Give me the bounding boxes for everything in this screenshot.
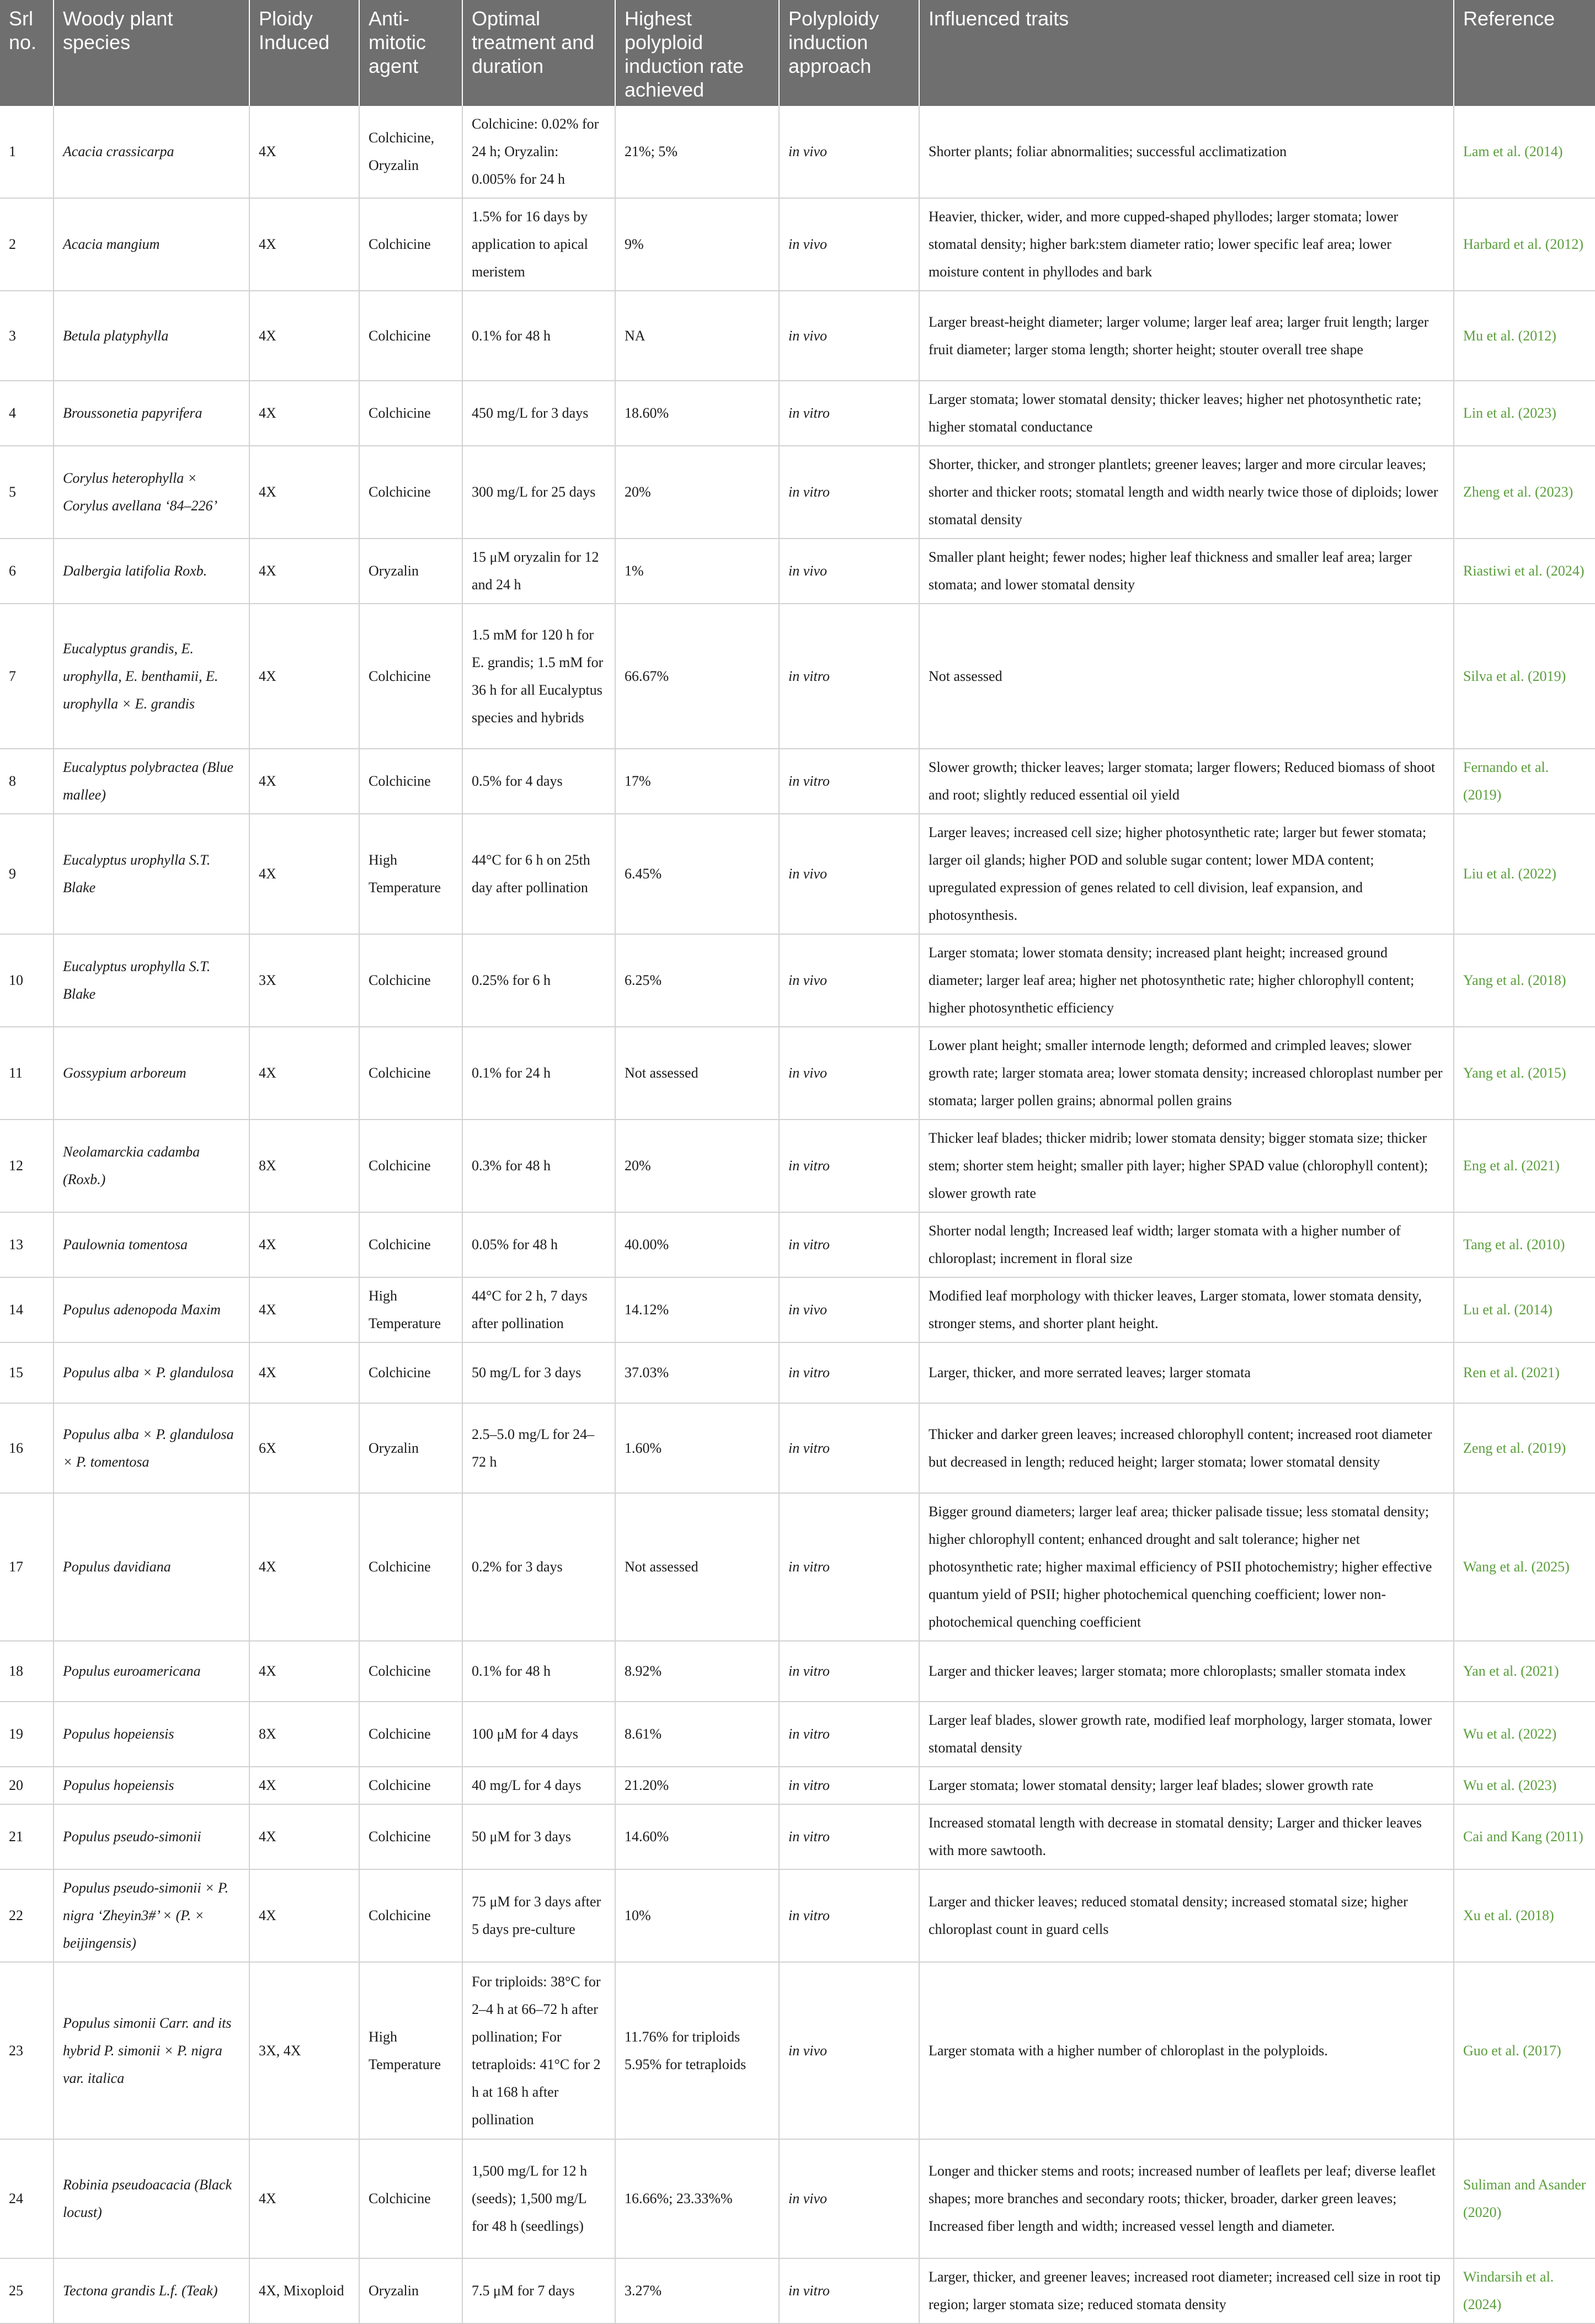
header-traits: Influenced traits: [919, 0, 1454, 106]
cell-reference[interactable]: Lu et al. (2014): [1454, 1277, 1595, 1342]
cell-traits: Longer and thicker stems and roots; increased number of leaflets per leaf; diverse leaflet shapes; more branches and secondary roots; thicker, broader, darker green leaves; Increased fiber length and width; increased vessel length and diameter.: [919, 2139, 1454, 2258]
cell-rate: 14.12%: [615, 1277, 779, 1342]
cell-approach: in vitro: [779, 1120, 919, 1212]
cell-ploidy: 8X: [249, 1702, 359, 1767]
cell-approach: in vivo: [779, 1277, 919, 1342]
cell-srl: 24: [0, 2139, 54, 2258]
cell-ploidy: 4X: [249, 291, 359, 381]
cell-rate: 66.67%: [615, 604, 779, 749]
cell-traits: Thicker leaf blades; thicker midrib; lower stomata density; bigger stomata size; thicker stem; shorter stem height; smaller pith layer; higher SPAD value (chlorophyll content); slower growth rate: [919, 1120, 1454, 1212]
cell-ploidy: 3X, 4X: [249, 1962, 359, 2139]
cell-rate: 20%: [615, 446, 779, 539]
table-row: [0, 539, 1595, 604]
cell-approach: in vivo: [779, 291, 919, 381]
cell-agent: Colchicine: [359, 1702, 462, 1767]
cell-treatment: 0.3% for 48 h: [462, 1120, 615, 1212]
cell-reference[interactable]: Wu et al. (2023): [1454, 1767, 1595, 1804]
cell-ploidy: 4X: [249, 106, 359, 198]
cell-ploidy: 4X: [249, 381, 359, 446]
cell-approach: in vitro: [779, 1641, 919, 1702]
table-row: [0, 1027, 1595, 1120]
cell-reference[interactable]: Ren et al. (2021): [1454, 1342, 1595, 1403]
cell-rate: 1%: [615, 539, 779, 604]
cell-species: Paulownia tomentosa: [54, 1212, 249, 1277]
cell-srl: 15: [0, 1342, 54, 1403]
cell-rate: 37.03%: [615, 1342, 779, 1403]
cell-species: Populus alba × P. glandulosa × P. tomentosa: [54, 1403, 249, 1493]
cell-ploidy: 4X: [249, 1212, 359, 1277]
cell-srl: 17: [0, 1493, 54, 1641]
cell-srl: 13: [0, 1212, 54, 1277]
cell-approach: in vitro: [779, 381, 919, 446]
header-rate: Highest polyploid induction rate achieved: [615, 0, 779, 106]
cell-rate: 21.20%: [615, 1767, 779, 1804]
cell-treatment: 44°C for 2 h, 7 days after pollination: [462, 1277, 615, 1342]
cell-reference[interactable]: Yang et al. (2015): [1454, 1027, 1595, 1120]
cell-treatment: 50 mg/L for 3 days: [462, 1342, 615, 1403]
cell-traits: Heavier, thicker, wider, and more cupped-shaped phyllodes; larger stomata; lower stomatal density; higher bark:stem diameter ratio; lower specific leaf area; lower moisture content in phyllodes and bark: [919, 198, 1454, 291]
cell-reference[interactable]: Lin et al. (2023): [1454, 381, 1595, 446]
cell-reference[interactable]: Zeng et al. (2019): [1454, 1403, 1595, 1493]
cell-traits: Larger stomata; lower stomatal density; larger leaf blades; slower growth rate: [919, 1767, 1454, 1804]
cell-treatment: 7.5 μM for 7 days: [462, 2258, 615, 2323]
cell-treatment: 1.5 mM for 120 h for E. grandis; 1.5 mM for 36 h for all Eucalyptus species and hybrids: [462, 604, 615, 749]
cell-ploidy: 4X: [249, 198, 359, 291]
table-row: [0, 1212, 1595, 1277]
table-row: [0, 198, 1595, 291]
header-srl: Srl no.: [0, 0, 54, 106]
cell-reference[interactable]: Wang et al. (2025): [1454, 1493, 1595, 1641]
cell-agent: Colchicine: [359, 749, 462, 814]
cell-agent: Colchicine: [359, 1804, 462, 1869]
cell-ploidy: 4X: [249, 1342, 359, 1403]
cell-species: Acacia mangium: [54, 198, 249, 291]
cell-reference[interactable]: Mu et al. (2012): [1454, 291, 1595, 381]
cell-approach: in vivo: [779, 1962, 919, 2139]
cell-species: Eucalyptus polybractea (Blue mallee): [54, 749, 249, 814]
cell-agent: High Temperature: [359, 1277, 462, 1342]
table-row: [0, 1804, 1595, 1869]
cell-traits: Shorter, thicker, and stronger plantlets; greener leaves; larger and more circular leaves; shorter and thicker roots; stomatal length and width nearly twice those of diploids; lower stomatal density: [919, 446, 1454, 539]
cell-rate: Not assessed: [615, 1493, 779, 1641]
cell-species: Robinia pseudoacacia (Black locust): [54, 2139, 249, 2258]
header-row: [0, 0, 1595, 106]
cell-treatment: 0.05% for 48 h: [462, 1212, 615, 1277]
cell-treatment: For triploids: 38°C for 2–4 h at 66–72 h after pollination; For tetraploids: 41°C for 2 h at 168 h after pollination: [462, 1962, 615, 2139]
cell-srl: 7: [0, 604, 54, 749]
cell-rate: 11.76% for triploids 5.95% for tetraploids: [615, 1962, 779, 2139]
cell-ploidy: 4X: [249, 2139, 359, 2258]
cell-approach: in vitro: [779, 1869, 919, 1962]
cell-srl: 10: [0, 934, 54, 1027]
cell-agent: Oryzalin: [359, 539, 462, 604]
cell-treatment: 75 μM for 3 days after 5 days pre-culture: [462, 1869, 615, 1962]
cell-rate: 10%: [615, 1869, 779, 1962]
header-approach: Polyploidy induction approach: [779, 0, 919, 106]
header-treatment: Optimal treatment and duration: [462, 0, 615, 106]
cell-reference[interactable]: Tang et al. (2010): [1454, 1212, 1595, 1277]
cell-rate: 8.61%: [615, 1702, 779, 1767]
cell-srl: 8: [0, 749, 54, 814]
cell-reference[interactable]: Eng et al. (2021): [1454, 1120, 1595, 1212]
table-row: [0, 1277, 1595, 1342]
cell-treatment: 1,500 mg/L for 12 h (seeds); 1,500 mg/L for 48 h (seedlings): [462, 2139, 615, 2258]
table-row: [0, 1962, 1595, 2139]
cell-treatment: 40 mg/L for 4 days: [462, 1767, 615, 1804]
cell-srl: 3: [0, 291, 54, 381]
cell-agent: Oryzalin: [359, 2258, 462, 2323]
cell-srl: 16: [0, 1403, 54, 1493]
cell-ploidy: 8X: [249, 1120, 359, 1212]
cell-agent: Oryzalin: [359, 1403, 462, 1493]
cell-approach: in vitro: [779, 446, 919, 539]
header-ploidy: Ploidy Induced: [249, 0, 359, 106]
cell-agent: Colchicine: [359, 446, 462, 539]
cell-ploidy: 4X: [249, 1804, 359, 1869]
cell-rate: 9%: [615, 198, 779, 291]
cell-ploidy: 4X: [249, 1767, 359, 1804]
cell-treatment: 50 μM for 3 days: [462, 1804, 615, 1869]
cell-species: Eucalyptus grandis, E. urophylla, E. benthamii, E. urophylla × E. grandis: [54, 604, 249, 749]
cell-approach: in vitro: [779, 1493, 919, 1641]
cell-traits: Larger, thicker, and greener leaves; increased root diameter; increased cell size in root tip region; larger stomata size; reduced stomata density: [919, 2258, 1454, 2323]
cell-approach: in vitro: [779, 749, 919, 814]
cell-traits: Larger stomata; lower stomata density; increased plant height; increased ground diameter; larger leaf area; higher net photosynthetic rate; higher chlorophyll content; higher photosynthetic efficiency: [919, 934, 1454, 1027]
cell-traits: Larger leaves; increased cell size; higher photosynthetic rate; larger but fewer stomata; larger oil glands; higher POD and soluble sugar content; lower MDA content; upregulated expression of genes related to cell division, leaf expansion, and photosynthesis.: [919, 814, 1454, 934]
cell-srl: 21: [0, 1804, 54, 1869]
cell-srl: 18: [0, 1641, 54, 1702]
table-row: [0, 1403, 1595, 1493]
cell-ploidy: 4X: [249, 604, 359, 749]
cell-species: Populus adenopoda Maxim: [54, 1277, 249, 1342]
table-row: [0, 381, 1595, 446]
cell-approach: in vitro: [779, 1702, 919, 1767]
cell-traits: Larger and thicker leaves; reduced stomatal density; increased stomatal size; higher chloroplast count in guard cells: [919, 1869, 1454, 1962]
cell-traits: Larger stomata with a higher number of chloroplast in the polyploids.: [919, 1962, 1454, 2139]
cell-traits: Increased stomatal length with decrease in stomatal density; Larger and thicker leaves with more sawtooth.: [919, 1804, 1454, 1869]
cell-traits: Modified leaf morphology with thicker leaves, Larger stomata, lower stomata density, stronger stems, and shorter plant height.: [919, 1277, 1454, 1342]
cell-traits: Smaller plant height; fewer nodes; higher leaf thickness and smaller leaf area; larger stomata; and lower stomatal density: [919, 539, 1454, 604]
header-reference: Reference: [1454, 0, 1595, 106]
cell-approach: in vitro: [779, 604, 919, 749]
cell-reference[interactable]: Windarsih et al. (2024): [1454, 2258, 1595, 2323]
cell-reference[interactable]: Guo et al. (2017): [1454, 1962, 1595, 2139]
cell-srl: 22: [0, 1869, 54, 1962]
cell-approach: in vitro: [779, 1804, 919, 1869]
cell-approach: in vivo: [779, 2139, 919, 2258]
table-row: [0, 814, 1595, 934]
cell-species: Populus pseudo-simonii: [54, 1804, 249, 1869]
cell-agent: Colchicine: [359, 1120, 462, 1212]
cell-rate: 6.45%: [615, 814, 779, 934]
cell-srl: 23: [0, 1962, 54, 2139]
cell-treatment: 1.5% for 16 days by application to apical meristem: [462, 198, 615, 291]
table-row: [0, 446, 1595, 539]
cell-rate: 21%; 5%: [615, 106, 779, 198]
table-row: [0, 1120, 1595, 1212]
cell-rate: 8.92%: [615, 1641, 779, 1702]
cell-ploidy: 4X, Mixoploid: [249, 2258, 359, 2323]
cell-approach: in vitro: [779, 1212, 919, 1277]
header-species: Woody plant species: [54, 0, 249, 106]
cell-rate: 16.66%; 23.33%%: [615, 2139, 779, 2258]
cell-species: Betula platyphylla: [54, 291, 249, 381]
cell-ploidy: 4X: [249, 1641, 359, 1702]
cell-treatment: 44°C for 6 h on 25th day after pollination: [462, 814, 615, 934]
table-row: [0, 2258, 1595, 2323]
cell-agent: Colchicine: [359, 1641, 462, 1702]
cell-ploidy: 4X: [249, 1027, 359, 1120]
table-header: [0, 0, 1595, 106]
cell-treatment: Colchicine: 0.02% for 24 h; Oryzalin: 0.005% for 24 h: [462, 106, 615, 198]
cell-reference[interactable]: Liu et al. (2022): [1454, 814, 1595, 934]
cell-srl: 9: [0, 814, 54, 934]
cell-treatment: 0.1% for 24 h: [462, 1027, 615, 1120]
cell-srl: 1: [0, 106, 54, 198]
cell-srl: 11: [0, 1027, 54, 1120]
cell-srl: 19: [0, 1702, 54, 1767]
cell-approach: in vitro: [779, 2258, 919, 2323]
cell-reference[interactable]: Yan et al. (2021): [1454, 1641, 1595, 1702]
cell-traits: Larger and thicker leaves; larger stomata; more chloroplasts; smaller stomata index: [919, 1641, 1454, 1702]
cell-ploidy: 4X: [249, 1869, 359, 1962]
cell-approach: in vivo: [779, 198, 919, 291]
cell-treatment: 2.5–5.0 mg/L for 24–72 h: [462, 1403, 615, 1493]
cell-agent: Colchicine: [359, 1493, 462, 1641]
cell-rate: 17%: [615, 749, 779, 814]
cell-species: Broussonetia papyrifera: [54, 381, 249, 446]
cell-rate: 20%: [615, 1120, 779, 1212]
cell-traits: Shorter nodal length; Increased leaf width; larger stomata with a higher number of chloroplast; increment in floral size: [919, 1212, 1454, 1277]
cell-reference[interactable]: Yang et al. (2018): [1454, 934, 1595, 1027]
cell-approach: in vivo: [779, 539, 919, 604]
cell-ploidy: 6X: [249, 1403, 359, 1493]
cell-srl: 4: [0, 381, 54, 446]
cell-treatment: 0.2% for 3 days: [462, 1493, 615, 1641]
cell-rate: 18.60%: [615, 381, 779, 446]
cell-agent: Colchicine: [359, 381, 462, 446]
cell-ploidy: 4X: [249, 1277, 359, 1342]
cell-agent: High Temperature: [359, 814, 462, 934]
cell-approach: in vitro: [779, 1342, 919, 1403]
table-row: [0, 749, 1595, 814]
table-row: [0, 1342, 1595, 1403]
cell-treatment: 0.1% for 48 h: [462, 291, 615, 381]
cell-approach: in vitro: [779, 1403, 919, 1493]
cell-ploidy: 4X: [249, 539, 359, 604]
cell-approach: in vivo: [779, 934, 919, 1027]
cell-agent: High Temperature: [359, 1962, 462, 2139]
cell-species: Populus euroamericana: [54, 1641, 249, 1702]
cell-agent: Colchicine: [359, 604, 462, 749]
cell-species: Gossypium arboreum: [54, 1027, 249, 1120]
table-row: [0, 1493, 1595, 1641]
cell-ploidy: 3X: [249, 934, 359, 1027]
table-row: [0, 1767, 1595, 1804]
cell-rate: 40.00%: [615, 1212, 779, 1277]
cell-species: Acacia crassicarpa: [54, 106, 249, 198]
cell-traits: Slower growth; thicker leaves; larger stomata; larger flowers; Reduced biomass of shoot and root; slightly reduced essential oil yield: [919, 749, 1454, 814]
cell-agent: Colchicine: [359, 1869, 462, 1962]
cell-reference[interactable]: Xu et al. (2018): [1454, 1869, 1595, 1962]
cell-agent: Colchicine: [359, 1342, 462, 1403]
table-row: [0, 604, 1595, 749]
cell-reference[interactable]: Lam et al. (2014): [1454, 106, 1595, 198]
cell-treatment: 0.5% for 4 days: [462, 749, 615, 814]
cell-agent: Colchicine, Oryzalin: [359, 106, 462, 198]
cell-rate: 3.27%: [615, 2258, 779, 2323]
cell-species: Populus hopeiensis: [54, 1767, 249, 1804]
cell-reference[interactable]: Wu et al. (2022): [1454, 1702, 1595, 1767]
cell-traits: Thicker and darker green leaves; increased chlorophyll content; increased root diameter but decreased in length; reduced height; larger stomata; lower stomatal density: [919, 1403, 1454, 1493]
cell-srl: 2: [0, 198, 54, 291]
table-row: [0, 934, 1595, 1027]
table-row: [0, 1869, 1595, 1962]
cell-agent: Colchicine: [359, 1027, 462, 1120]
cell-ploidy: 4X: [249, 446, 359, 539]
cell-treatment: 15 μM oryzalin for 12 and 24 h: [462, 539, 615, 604]
cell-traits: Larger breast-height diameter; larger volume; larger leaf area; larger fruit length; larger fruit diameter; larger stoma length; shorter height; stouter overall tree shape: [919, 291, 1454, 381]
cell-agent: Colchicine: [359, 934, 462, 1027]
cell-agent: Colchicine: [359, 198, 462, 291]
cell-srl: 25: [0, 2258, 54, 2323]
table-row: [0, 291, 1595, 381]
cell-species: Tectona grandis L.f. (Teak): [54, 2258, 249, 2323]
cell-reference[interactable]: Silva et al. (2019): [1454, 604, 1595, 749]
cell-species: Corylus heterophylla × Corylus avellana ‘84–226’: [54, 446, 249, 539]
cell-agent: Colchicine: [359, 291, 462, 381]
cell-reference[interactable]: Zheng et al. (2023): [1454, 446, 1595, 539]
cell-approach: in vivo: [779, 1027, 919, 1120]
cell-rate: Not assessed: [615, 1027, 779, 1120]
cell-srl: 5: [0, 446, 54, 539]
cell-traits: Larger stomata; lower stomatal density; thicker leaves; higher net photosynthetic rate; higher stomatal conductance: [919, 381, 1454, 446]
cell-agent: Colchicine: [359, 2139, 462, 2258]
cell-rate: 1.60%: [615, 1403, 779, 1493]
cell-approach: in vivo: [779, 106, 919, 198]
cell-rate: 6.25%: [615, 934, 779, 1027]
cell-approach: in vivo: [779, 814, 919, 934]
cell-reference[interactable]: Cai and Kang (2011): [1454, 1804, 1595, 1869]
cell-ploidy: 4X: [249, 749, 359, 814]
cell-reference[interactable]: Riastiwi et al. (2024): [1454, 539, 1595, 604]
cell-traits: Larger leaf blades, slower growth rate, modified leaf morphology, larger stomata, lower stomatal density: [919, 1702, 1454, 1767]
cell-species: Neolamarckia cadamba (Roxb.): [54, 1120, 249, 1212]
header-agent: Anti-mitotic agent: [359, 0, 462, 106]
cell-traits: Shorter plants; foliar abnormalities; successful acclimatization: [919, 106, 1454, 198]
cell-rate: NA: [615, 291, 779, 381]
cell-reference[interactable]: Harbard et al. (2012): [1454, 198, 1595, 291]
table-row: [0, 2139, 1595, 2258]
table-row: [0, 1702, 1595, 1767]
cell-species: Eucalyptus urophylla S.T. Blake: [54, 814, 249, 934]
cell-treatment: 100 μM for 4 days: [462, 1702, 615, 1767]
cell-species: Populus pseudo-simonii × P. nigra ‘Zheyin3#’ × (P. × beijingensis): [54, 1869, 249, 1962]
table-row: [0, 1641, 1595, 1702]
table-row: [0, 106, 1595, 198]
cell-species: Populus davidiana: [54, 1493, 249, 1641]
cell-ploidy: 4X: [249, 1493, 359, 1641]
cell-traits: Not assessed: [919, 604, 1454, 749]
cell-reference[interactable]: Suliman and Asander (2020): [1454, 2139, 1595, 2258]
cell-agent: Colchicine: [359, 1212, 462, 1277]
cell-treatment: 450 mg/L for 3 days: [462, 381, 615, 446]
cell-species: Populus alba × P. glandulosa: [54, 1342, 249, 1403]
cell-species: Populus simonii Carr. and its hybrid P. simonii × P. nigra var. italica: [54, 1962, 249, 2139]
cell-srl: 20: [0, 1767, 54, 1804]
cell-agent: Colchicine: [359, 1767, 462, 1804]
cell-approach: in vitro: [779, 1767, 919, 1804]
cell-treatment: 0.25% for 6 h: [462, 934, 615, 1027]
cell-traits: Bigger ground diameters; larger leaf area; thicker palisade tissue; less stomatal density; higher chlorophyll content; enhanced drought and salt tolerance; higher net photosynthetic rate; higher maximal efficiency of PSII photochemistry; higher effective quantum yield of PSII; higher photochemical quenching coefficient; lower non-photochemical quenching coefficient: [919, 1493, 1454, 1641]
cell-species: Eucalyptus urophylla S.T. Blake: [54, 934, 249, 1027]
cell-srl: 6: [0, 539, 54, 604]
cell-ploidy: 4X: [249, 814, 359, 934]
cell-species: Populus hopeiensis: [54, 1702, 249, 1767]
table-body: [0, 106, 1595, 2323]
cell-traits: Larger, thicker, and more serrated leaves; larger stomata: [919, 1342, 1454, 1403]
cell-srl: 12: [0, 1120, 54, 1212]
cell-reference[interactable]: Fernando et al. (2019): [1454, 749, 1595, 814]
cell-treatment: 300 mg/L for 25 days: [462, 446, 615, 539]
cell-rate: 14.60%: [615, 1804, 779, 1869]
cell-treatment: 0.1% for 48 h: [462, 1641, 615, 1702]
cell-species: Dalbergia latifolia Roxb.: [54, 539, 249, 604]
cell-traits: Lower plant height; smaller internode length; deformed and crimpled leaves; slower growth rate; larger stomata area; lower stomata density; increased chloroplast number per stomata; larger pollen grains; abnormal pollen grains: [919, 1027, 1454, 1120]
cell-srl: 14: [0, 1277, 54, 1342]
